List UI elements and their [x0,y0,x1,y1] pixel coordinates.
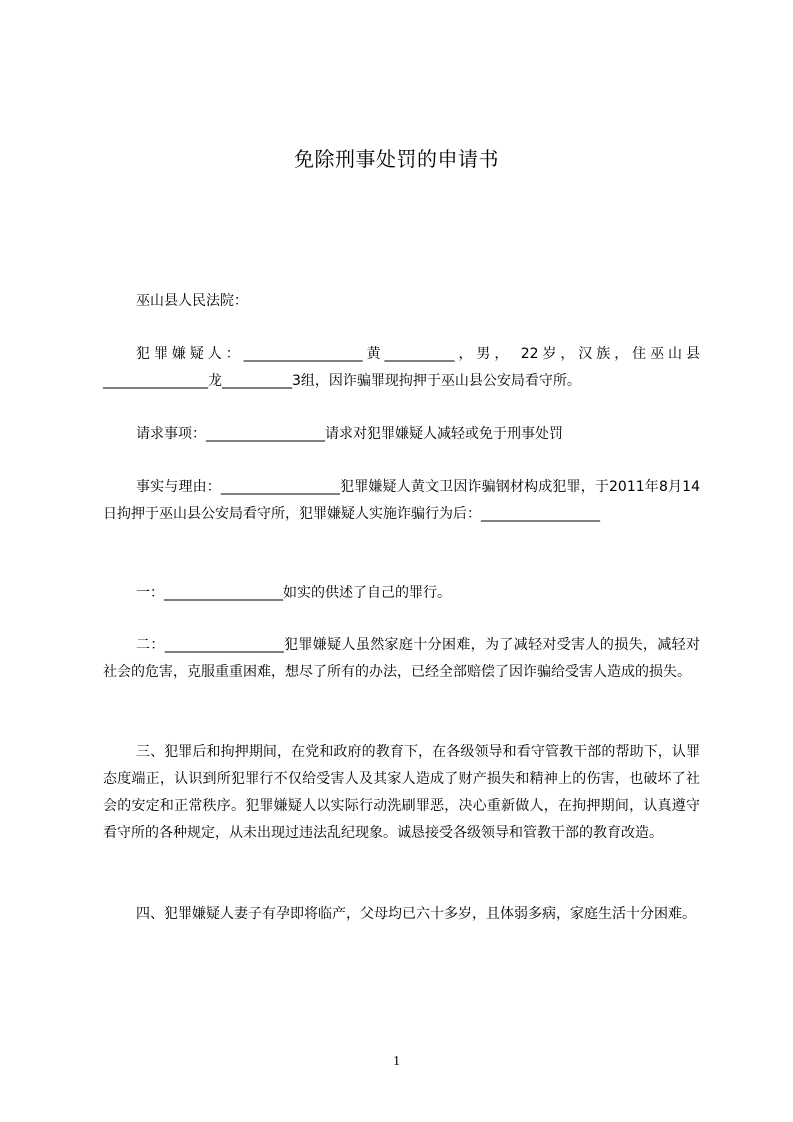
reason-three-paragraph: 三、犯罪后和拘押期间，在党和政府的教育下，在各级领导和看守管教干部的帮助下，认罪态度端正，认识到所犯罪行不仅给受害人及其家人造成了财产损失和精神上的伤害，也破坏了社会的安定和正常秩序。犯罪嫌疑人以实际行动洗刷罪恶，决心重新做人，在拘押期间，认真遵守看守所的各种规定，从未出现过违法乱纪现象。诚恳接受各级领导和管教干部的教育改造。 [103,744,700,841]
facts-reasons-paragraph: 事实与理由：_________________犯罪嫌疑人黄文卫因诈骗钢材构成犯罪，于2011年8月14日拘押于巫山县公安局看守所，犯罪嫌疑人实施诈骗行为后：_________________ [103,479,700,522]
reason-two-paragraph: 二：_________________犯罪嫌疑人虽然家庭十分困难，为了减轻对受害人的损失，减轻对社会的危害，克服重重困难，想尽了所有的办法，已经全部赔偿了因诈骗给受害人造成的损失。 [103,637,700,680]
document-title: 免除刑事处罚的申请书 [294,147,499,171]
reason-four-paragraph: 四、犯罪嫌疑人妻子有孕即将临产，父母均已六十多岁，且体弱多病，家庭生活十分困难。 [136,906,696,922]
reason-one-paragraph: 一：_________________如实的供述了自己的罪行。 [136,585,451,601]
suspect-info-paragraph: 犯罪嫌疑人：_________________黄__________，男， 22岁，汉族，住巫山县_______________龙__________3组，因诈骗罪现拘押于巫山县公安局看守所。 [103,346,700,389]
page-number: 1 [393,1054,400,1069]
request-paragraph: 请求事项：_________________请求对犯罪嫌疑人减轻或免于刑事处罚 [136,426,563,442]
addressee: 巫山县人民法院： [136,293,248,309]
